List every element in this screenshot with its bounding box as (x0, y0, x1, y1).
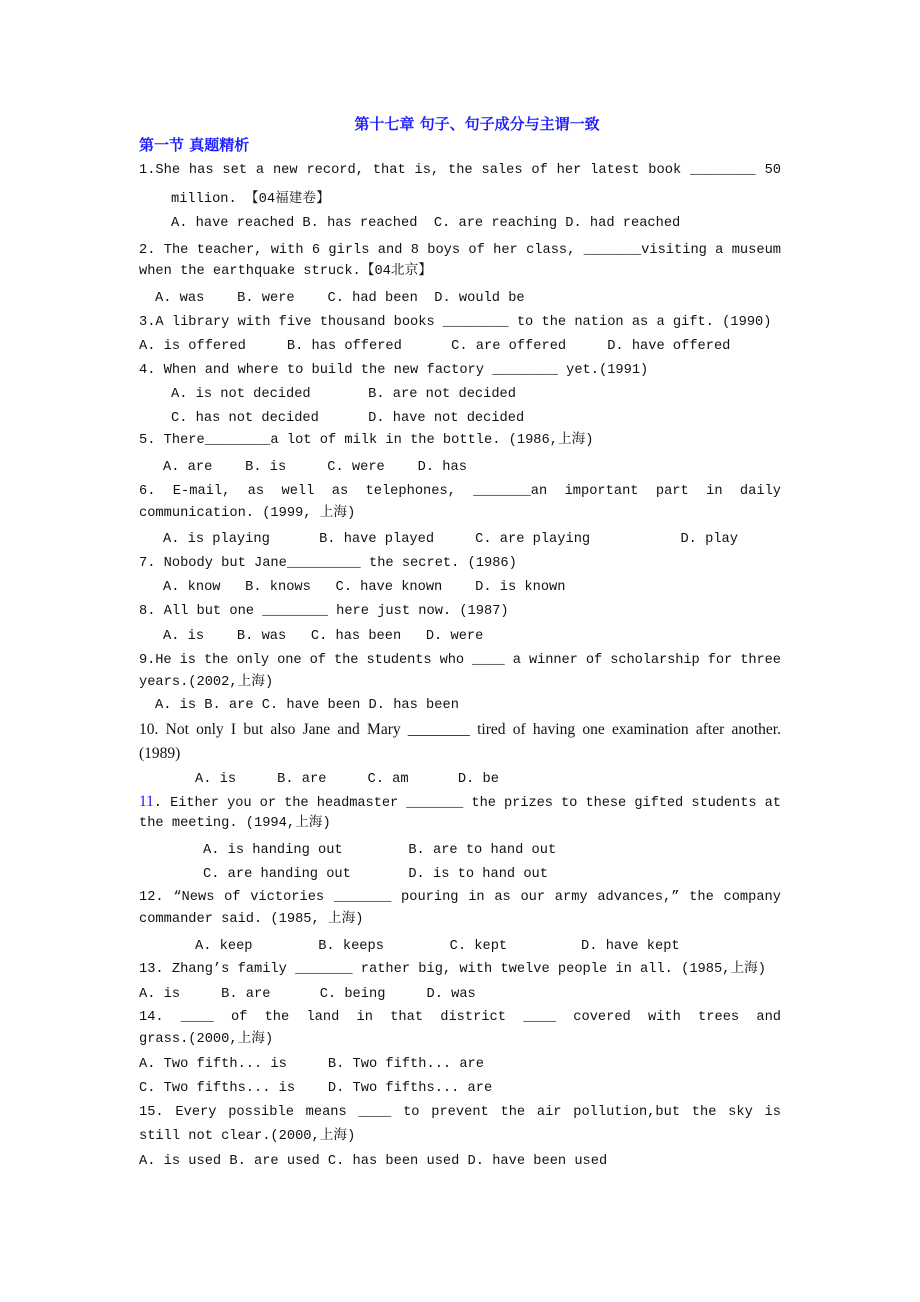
question-8-line-1: 8. All but one ________ here just now. (1987) (139, 604, 509, 619)
question-15-line-1: 15. Every possible means ____ to prevent the air pollution,but the sky is (139, 1105, 781, 1120)
question-9-line-1: 9.He is the only one of the students who ____ a winner of scholarship for three (139, 653, 781, 668)
question-3-options: A. is offered B. has offered C. are offered D. have offered (139, 339, 731, 354)
question-6-options: A. is playing B. have played C. are playing D. play (163, 532, 738, 547)
question-2-line-2: when the earthquake struck.【04北京】 (139, 264, 432, 279)
question-8-options: A. is B. was C. has been D. were (163, 629, 484, 644)
chapter-title: 第十七章 句子、句子成分与主谓一致 (354, 115, 600, 133)
question-11-options-2: C. are handing out D. is to hand out (203, 867, 548, 882)
question-6-line-2: communication. (1999, 上海) (139, 506, 356, 521)
question-1-line-1: 1.She has set a new record, that is, the sales of her latest book ________ 50 (139, 163, 781, 178)
question-14-line-2: grass.(2000,上海) (139, 1032, 274, 1047)
question-15-line-2: still not clear.(2000,上海) (139, 1129, 356, 1144)
question-4-options-2: C. has not decided D. have not decided (171, 411, 525, 426)
question-13-options: A. is B. are C. being D. was (139, 987, 476, 1002)
question-11-line-2: the meeting. (1994,上海) (139, 816, 331, 831)
question-2-options: A. was B. were C. had been D. would be (155, 291, 525, 306)
section-heading: 第一节 真题精析 (139, 136, 250, 154)
question-7-line-1: 7. Nobody but Jane_________ the secret. (1986) (139, 556, 517, 571)
question-9-line-2: years.(2002,上海) (139, 675, 274, 690)
question-1-options: A. have reached B. has reached C. are reaching D. had reached (171, 216, 681, 231)
question-10-line-2: (1989) (139, 745, 181, 762)
question-2-line-1: 2. The teacher, with 6 girls and 8 boys of her class, _______visiting a museum (139, 243, 781, 258)
question-12-line-1: 12. “News of victories _______ pouring in as our army advances,” the company (139, 890, 781, 905)
question-11-options-1: A. is handing out B. are to hand out (203, 843, 557, 858)
question-10-line-1: 10. Not only I but also Jane and Mary ________ tired of having one examination after another. (139, 721, 781, 738)
question-7-options: A. know B. knows C. have known D. is known (163, 580, 566, 595)
question-5-text: There________a lot of milk in the bottle. (1986,上海) (163, 433, 594, 448)
question-14-line-1: 14. ____ of the land in that district ____ covered with trees and (139, 1010, 781, 1025)
question-5-options: A. are B. is C. were D. has (163, 460, 467, 475)
question-10-options: A. is B. are C. am D. be (195, 772, 499, 787)
question-14-options-2: C. Two fifths... is D. Two fifths... are (139, 1081, 493, 1096)
question-1-line-2: million. 【04福建卷】 (171, 192, 330, 207)
question-12-options: A. keep B. keeps C. kept D. have kept (195, 939, 680, 954)
question-15-options: A. is used B. are used C. has been used D. have been used (139, 1154, 608, 1169)
question-5-line-1 (139, 432, 594, 450)
question-6-line-1: 6. E-mail, as well as telephones, _______an important part in daily (139, 484, 781, 499)
question-13-line-1: 13. Zhang’s family _______ rather big, with twelve people in all. (1985,上海) (139, 962, 766, 977)
question-11-text: . Either you or the headmaster _______ the prizes to these gifted students at (153, 796, 781, 811)
question-5-number: 5. (139, 433, 164, 448)
question-9-options: A. is B. are C. have been D. has been (155, 698, 459, 713)
question-12-line-2: commander said. (1985, 上海) (139, 912, 364, 927)
question-14-options-1: A. Two fifth... is B. Two fifth... are (139, 1057, 484, 1072)
question-3-line-1: 3.A library with five thousand books ________ to the nation as a gift. (1990) (139, 315, 772, 330)
question-4-line-1: 4. When and where to build the new factory ________ yet.(1991) (139, 363, 649, 378)
question-4-options-1: A. is not decided B. are not decided (171, 387, 516, 402)
question-11-line-1 (139, 793, 781, 813)
question-11-number: 11 (139, 793, 154, 810)
